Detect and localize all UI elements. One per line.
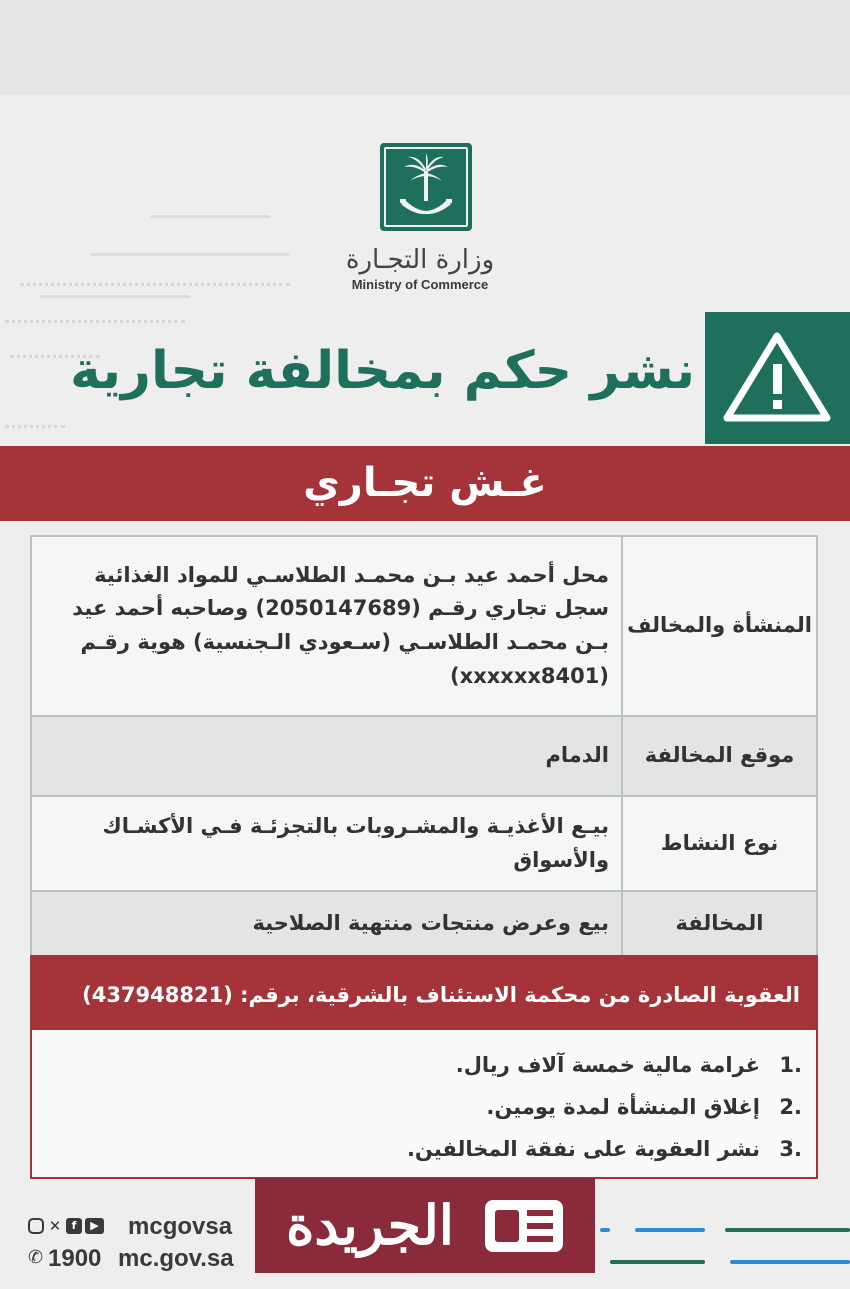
warning-triangle-icon bbox=[705, 312, 850, 444]
penalty-heading: العقوبة الصادرة من محكمة الاستئناف بالشرقية، برقم: (437948821) bbox=[30, 955, 818, 1030]
decor-dash bbox=[600, 1228, 610, 1232]
item-text: غرامة مالية خمسة آلاف ريال. bbox=[455, 1053, 760, 1077]
row-label: المخالفة bbox=[622, 891, 817, 956]
row-label: نوع النشاط bbox=[622, 796, 817, 891]
item-number: 1. bbox=[779, 1053, 802, 1077]
row-value: بيـع الأغذيـة والمشـروبات بالتجزئـة فـي الأكشـاك والأسواق bbox=[31, 796, 622, 891]
item-number: 3. bbox=[779, 1137, 802, 1161]
decor-dotted-line bbox=[5, 320, 185, 323]
decor-dash bbox=[730, 1260, 850, 1264]
decor-dash bbox=[90, 253, 290, 256]
decor-dotted-line bbox=[5, 425, 65, 428]
top-band bbox=[0, 0, 850, 95]
row-value: محل أحمد عيد بـن محمـد الطلاسـي للمواد الغذائية سجل تجاري رقـم (2050147689) وصاحبه أحمد عيد بـن محمـد الطلاسـي (سـعودي الـجنسية) هوية رقـم (xxxxxx8401) bbox=[31, 536, 622, 716]
ministry-name-ar: وزارة التجـارة bbox=[345, 245, 495, 275]
decor-dotted-line bbox=[20, 283, 290, 286]
social-handle[interactable]: mcgovsa bbox=[128, 1213, 233, 1240]
phone-number[interactable]: 1900 bbox=[48, 1245, 102, 1272]
item-text: إغلاق المنشأة لمدة يومين. bbox=[486, 1095, 760, 1119]
decor-dash bbox=[40, 295, 190, 298]
list-item bbox=[32, 1044, 802, 1086]
table-row bbox=[31, 891, 817, 956]
violation-details-table bbox=[30, 535, 818, 957]
facebook-icon[interactable]: f bbox=[66, 1218, 82, 1234]
row-value: الدمام bbox=[31, 716, 622, 796]
item-text: نشر العقوبة على نفقة المخالفين. bbox=[406, 1137, 760, 1161]
website-link[interactable]: mc.gov.sa bbox=[118, 1245, 234, 1272]
list-item bbox=[32, 1128, 802, 1170]
decor-dash bbox=[635, 1228, 705, 1232]
warning-badge bbox=[705, 312, 850, 444]
x-icon[interactable]: ✕ bbox=[48, 1217, 62, 1235]
instagram-icon[interactable] bbox=[28, 1218, 44, 1234]
page-title: نشر حكم بمخالفة تجارية bbox=[70, 341, 695, 401]
category-band: غـش تجـاري bbox=[0, 446, 850, 521]
watermark-text: الجريدة bbox=[286, 1193, 454, 1257]
newspaper-icon bbox=[483, 1198, 565, 1254]
row-value: بيع وعرض منتجات منتهية الصلاحية bbox=[31, 891, 622, 956]
ministry-logo bbox=[380, 143, 472, 231]
table-row bbox=[31, 796, 817, 891]
decor-dash bbox=[725, 1228, 850, 1232]
list-item bbox=[32, 1086, 802, 1128]
palm-and-swords-emblem-icon bbox=[380, 143, 472, 231]
row-label: المنشأة والمخالف bbox=[622, 536, 817, 716]
phone-icon: ✆ bbox=[28, 1247, 44, 1268]
table-row bbox=[31, 536, 817, 716]
penalty-list bbox=[30, 1030, 818, 1179]
row-label: موقع المخالفة bbox=[622, 716, 817, 796]
social-icons bbox=[28, 1218, 104, 1234]
table-row bbox=[31, 716, 817, 796]
decor-dash bbox=[610, 1260, 705, 1264]
decor-dash bbox=[150, 215, 270, 218]
youtube-icon[interactable]: ▶ bbox=[85, 1218, 104, 1234]
ministry-name-en: Ministry of Commerce bbox=[351, 277, 489, 292]
item-number: 2. bbox=[779, 1095, 802, 1119]
